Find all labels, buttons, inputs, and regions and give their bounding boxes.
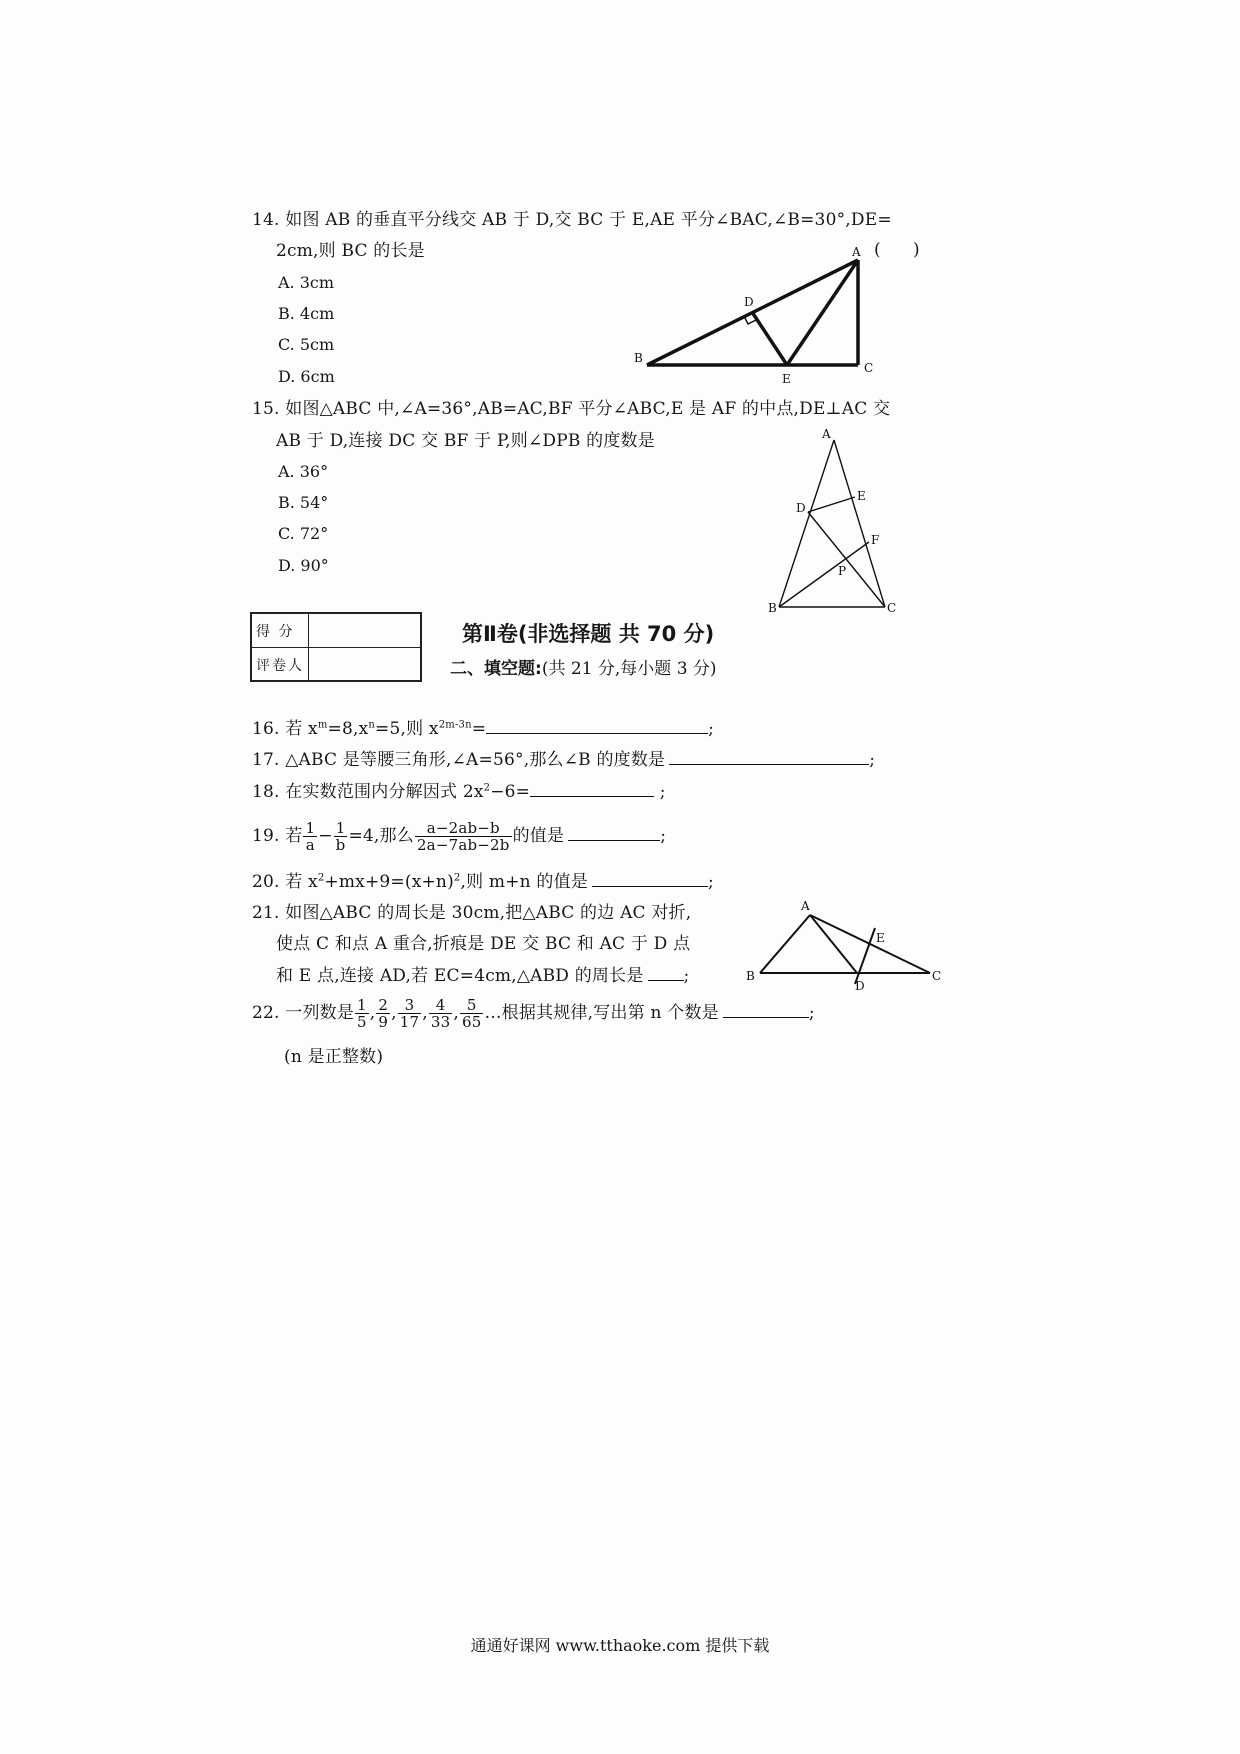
q21-label-e: E xyxy=(876,931,885,945)
q15-label-f: F xyxy=(871,533,880,547)
q22: 22. 一列数是 $\frac{1}{5}$ , $\frac{2}{9}$ , $\frac{3}{17}$ , $\frac{4}{33}$ , $\frac{5}{65}$ …根据其规律,写出第 n 个数是 ; xyxy=(252,996,815,1031)
q14-answer-paren: ( ) xyxy=(874,240,920,260)
section-sub-rest: (共 21 分,每小题 3 分) xyxy=(541,659,717,679)
q21-seg-ad xyxy=(810,915,857,973)
q22-answer-blank[interactable] xyxy=(723,1001,809,1018)
q15-label-p: P xyxy=(838,564,847,578)
q18: 18. 在实数范围内分解因式 $2x^2-6=$ ; xyxy=(252,782,666,802)
q21-label-a: A xyxy=(801,899,810,913)
q14-label-a: A xyxy=(852,245,861,259)
q21-seg-de xyxy=(855,928,875,984)
section-title: 第Ⅱ卷(非选择题 共 70 分) xyxy=(462,622,715,646)
q19-frac-1-b: $\frac{1}{b}$ xyxy=(335,819,346,854)
q15-option-c: C. 72° xyxy=(278,524,329,543)
q14-line2: 2cm,则 BC 的长是 xyxy=(276,241,425,261)
q15-option-b: B. 54° xyxy=(278,493,329,512)
q14-label-b: B xyxy=(634,351,643,365)
q22-frac-1: $\frac{1}{5}$ xyxy=(357,996,367,1031)
q14-option-d: D. 6cm xyxy=(278,367,335,386)
q15-line2: AB 于 D,连接 DC 交 BF 于 P,则∠DPB 的度数是 xyxy=(276,431,655,451)
q15-label-c: C xyxy=(887,601,897,615)
q15-option-a: A. 36° xyxy=(278,462,329,481)
q22-frac-5: $\frac{5}{65}$ xyxy=(461,996,482,1031)
q14-option-a: A. 3cm xyxy=(278,273,335,292)
q16: 16. 若 $x^m=8,x^n=5$,则 $x^{2m-3n}=$ ; xyxy=(252,719,715,739)
q21-line3: 和 E 点,连接 AD,若 EC=4cm,△ABD 的周长是 ; xyxy=(276,966,690,986)
q22-frac-3: $\frac{3}{17}$ xyxy=(399,996,420,1031)
q15-label-e: E xyxy=(857,489,866,503)
q19-frac-1-a: $\frac{1}{a}$ xyxy=(305,819,316,854)
q15-label-d: D xyxy=(796,501,806,515)
q21-label-d: D xyxy=(855,979,865,993)
q21-line2: 使点 C 和点 A 重合,折痕是 DE 交 BC 和 AC 于 D 点 xyxy=(276,934,691,954)
q21-seg-ab xyxy=(760,915,810,973)
q22-frac-4: $\frac{4}{33}$ xyxy=(430,996,451,1031)
section-sub-bold: 二、填空题: xyxy=(450,659,542,679)
q15-line1: 15. 如图△ABC 中,∠A=36°,AB=AC,BF 平分∠ABC,E 是 AF 的中点,DE⊥AC 交 xyxy=(252,399,891,419)
q14-line1: 14. 如图 AB 的垂直平分线交 AB 于 D,交 BC 于 E,AE 平分∠BAC,∠B=30°,DE= xyxy=(252,210,892,230)
q19-frac-expr: $\frac{a-2ab-b}{2a-7ab-2b}$ xyxy=(416,819,510,854)
grader-label: 评卷人 xyxy=(256,658,304,674)
q14-label-e: E xyxy=(782,372,791,386)
q14-option-b: B. 4cm xyxy=(278,304,335,323)
q19: 19. 若 $\frac{1}{a}$ − $\frac{1}{b}$ =4,那么 $\frac{a-2ab-b}{2a-7ab-2b}$ 的值是 ; xyxy=(252,819,667,854)
q15-option-d: D. 90° xyxy=(278,556,329,575)
footer-source: 通通好课网 www.tthaoke.com 提供下载 xyxy=(470,1636,770,1655)
q22-frac-2: $\frac{2}{9}$ xyxy=(378,996,389,1031)
q21-line1: 21. 如图△ABC 的周长是 30cm,把△ABC 的边 AC 对折, xyxy=(252,903,692,923)
score-label: 得 分 xyxy=(256,624,295,640)
q22-note: (n 是正整数) xyxy=(284,1047,384,1067)
q21-label-c: C xyxy=(932,969,942,983)
q14-option-c: C. 5cm xyxy=(278,335,335,354)
q17: 17. △ABC 是等腰三角形,∠A=56°,那么∠B 的度数是 ; xyxy=(252,750,876,770)
q21-label-b: B xyxy=(746,969,755,983)
q15-label-b: B xyxy=(768,601,777,615)
q14-label-c: C xyxy=(864,361,874,375)
q15-label-a: A xyxy=(822,427,831,441)
q14-label-d: D xyxy=(744,295,754,309)
q20: 20. 若 $x^2+mx+9=(x+n)^2$,则 m+n 的值是 ; xyxy=(252,872,714,892)
